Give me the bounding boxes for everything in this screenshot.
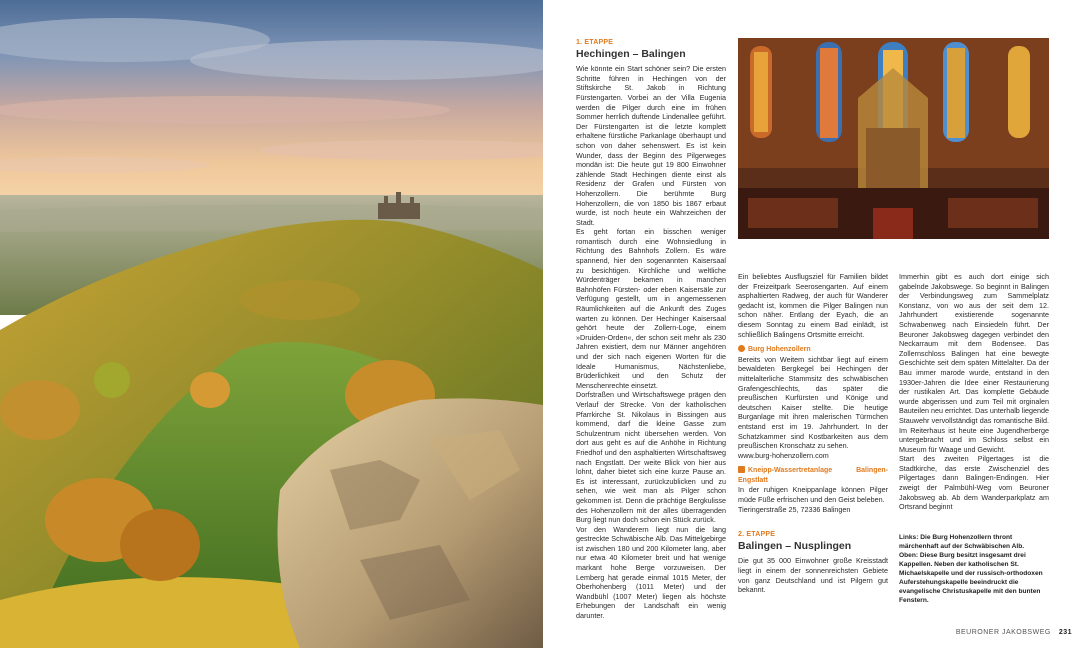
stage-1-paragraph-3: Dorfstraßen und Wirtschaftswege prägen den Verlauf der Strecke. Von der katholischen Pfarrkirche St. Nikolaus in Bissingen aus kommend, darf die kleine Gasse zum Schulzentrum nicht übersehen werden. Von dort aus geht es auf die Anhöhe in Richtung Friedhof und den asphaltierten Wirtschaftsweg nach Engstlatt. Der weite Blick von hier aus lohnt, daher bietet sich eine kurze Pause an. Es ist interessant, zurückzublicken und zu sehen, wie weit man als Pilger schon gekommen ist. Denn die prächtige Bergkulisse des Hohenzollern mit der alles überragenden Burg liegt nun doch schon ein Stück zurück. [576, 390, 726, 525]
stage-1-paragraph-5: Ein beliebtes Ausflugsziel für Familien bildet der Freizeitpark Seerosengarten. Auf einem asphaltierten Radweg, der auch für Wanderer gedacht ist, kommen die Pilger Balingen nun schon näher. Entlang der Eyach, die an diesem Sonntag zu einem Bad einlädt, ist schließlich Balingens Ortsmitte erreicht. [738, 272, 888, 339]
chapel-interior-photo [738, 38, 1049, 239]
poi-2-address: Tieringerstraße 25, 72336 Balingen [738, 504, 851, 514]
column-2 [738, 272, 888, 595]
stage-1-paragraph-7: Start des zweiten Pilgertages ist die Stadtkirche, das erste Zwischenziel des Pilgertages dann Balingen-Endingen. Hier zweigt der Palmbühl-Weg vom Beuroner Jakobsweg ab. Ab dem Wanderparkplatz am Ortsrand beginnt [899, 454, 1049, 512]
page-number: 231 [1058, 629, 1072, 636]
poi-burg-hohenzollern-heading [738, 345, 888, 355]
stage-1-paragraph-2: Es geht fortan ein bisschen weniger romantisch durch eine Wohnsiedlung in Richtung des Bahnhofs Zollern. Es wäre spannend, hier den sogenannten Kaisersaal zu besichtigen. Kirchliche und weltliche Würdenträger bekamen in manchen Bahnhöfen Fürsten- oder eben Kaisersäle zur Verfügung gestellt, um in angemessenen Räumlichkeiten auf die Ankunft des Zuges warten zu können. Der Hechinger Kaisersaal gehört heute der Zollern-Loge, einem »Druiden-Orden«, der schon seit mehr als 230 Jahren existiert, dem nur Männer angehören und der sich nach eigenen Worten für die Ideale Humanismus, Nächstenliebe, Brüderlichkeit und den Schutz der Menschenrechte einsetzt. [576, 227, 726, 390]
poi-1-title: Burg Hohenzollern [748, 346, 811, 354]
caption-top: Oben: Diese Burg besitzt insgesamt drei Kappellen. Neben der katholischen St. Michaelskapelle und der russisch-orthodoxen Auferstehungskapelle beeindruckt die evangelische Christuskapelle mit den bunten Fenstern. [899, 552, 1043, 604]
poi-1-url[interactable]: www.burg-hohenzollern.com [738, 450, 829, 460]
footer-section: BEURONER JAKOBSWEG [955, 629, 1051, 636]
poi-2-text: In der ruhigen Kneippanlage können Pilger müde Füße erfrischen und den Geist beleben. [738, 485, 888, 505]
page-footer [956, 629, 1072, 636]
caption-left: Links: Die Burg Hohenzollern thront märchenhaft auf der Schwäbischen Alb. [899, 534, 1025, 550]
poi-1-text: Bereits von Weitem sichtbar liegt auf einem bewaldeten Bergkegel bei Hechingen der mittelalterliche Stammsitz des schwäbischen Grafengeschlechts, das später die preußischen Kurfürsten und Könige und deutschen Kaiser stellte. Die heutige Burganlage mit ihren malerischen Türmchen entstand erst im 19. Jahrhundert. In der Schatzkammer sind Kostbarkeiten aus dem preußischen Kronschatz zu sehen. [738, 354, 888, 451]
stage-2-label: 2. ETAPPE [738, 531, 776, 539]
stage-1-title: Hechingen – Balingen [576, 47, 686, 60]
column-3 [899, 272, 1049, 512]
photo-caption [899, 533, 1049, 605]
stage-2-text: Die gut 35 000 Einwohner große Kreisstadt liegt in einem der sonnenreichsten Gebiete von ganz Deutschland und ist Pilgern gut bekannt. [738, 556, 888, 595]
poi-2-title: Kneipp-Wassertretanlage Balingen-Engstlatt [738, 467, 888, 484]
column-1 [576, 38, 726, 621]
stage-1-label: 1. ETAPPE [576, 39, 614, 46]
stage-1-paragraph-4: Vor den Wanderern liegt nun die lang gestreckte Schwäbische Alb. Das Mittelgebirge ist zwischen 180 und 200 Kilometer lang, aber nur etwa 40 Kilometer breit und hat wenige markant hohe Berge vorzuweisen. Der Lemberg hat gerade einmal 1015 Meter, der Oberhohenberg (1011 Meter) und der Wandbühl (1007 Meter) liegen als höchste Erhebungen der Landschaft ein wenig darunter. [576, 524, 726, 621]
stage-1-paragraph-1: Wie könnte ein Start schöner sein? Die ersten Schritte führen in Hechingen von der Stiftskirche St. Jakob in Richtung Fürstengarten. Vorbei an der Villa Eugenia werden die Pilger durch eine im frühen Sommer herrlich duftende Lindenallee geführt. Der Fürstengarten ist die letzte komplett erhaltene fürstliche Parkanlage überhaupt und schon von daher sehenswert. Es ist kein Wunder, dass der Beginn des Pilgerweges mondän ist: Die heute gut 19 800 Einwohner zählende Stadt Hechingen diente einst als Residenz der Grafen und Fürsten von Hohenzollern. Die berühmte Burg Hohenzollern, die von 1850 bis 1867 erbaut wurde, ist noch heute ein Wahrzeichen der Stadt. [576, 64, 726, 227]
castle-icon [738, 345, 745, 352]
bath-icon [738, 466, 745, 473]
poi-kneipp-heading [738, 466, 888, 485]
stage-2-title: Balingen – Nusplingen [738, 539, 852, 552]
stage-1-paragraph-6: Immerhin gibt es auch dort einige sich gabelnde Jakobswege. So beginnt in Balingen der Verbindungsweg zum Sammelplatz Konstanz, von wo aus der seit dem 12. Jahrhundert existierende sogenannte Schwabenweg nach Einsiedeln führt. Der Beuroner Jakobsweg dagegen verbindet den Neckarraum mit dem Bodensee. Das Zollernschloss Balingen hat eine bewegte Geschichte seit dem späten Mittelalter. Da der Bau immer marode wurde, entstand in den 1930er-Jahren die Idee einer Restaurierung der rustikalen Art. Das komplette Gebäude wurde abgerissen und zum Teil mit orginalen Bauteilen neu errichtet. Das unterhalb liegende Stauwehr vervollständigt das romantische Bild. Im Reiterhaus ist heute eine Jugendherberge untergebracht und im Schloss selbst ein Museum für Waage und Gewicht. [899, 272, 1049, 454]
